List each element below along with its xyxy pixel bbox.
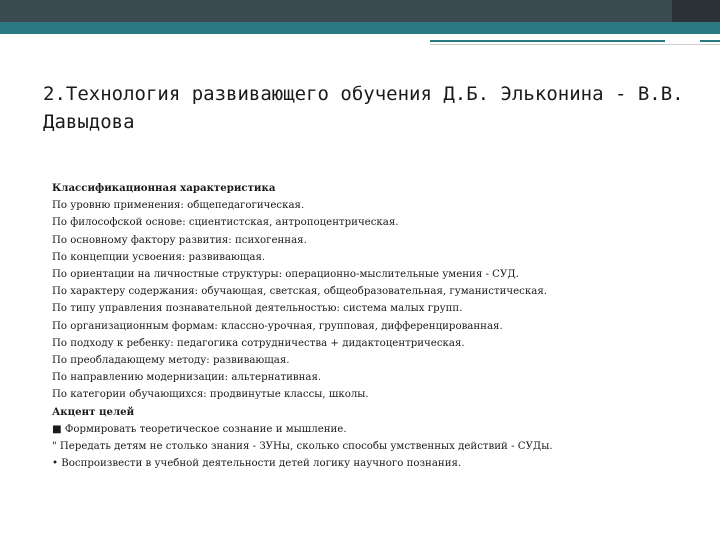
classification-line: По преобладающему методу: развивающая. (52, 355, 290, 367)
slide-title: 2.Технология развивающего обучения Д.Б. Эльконина - В.В. Давыдова (43, 83, 684, 133)
goal-line: ■ Формировать теоретическое сознание и мышление. (52, 423, 347, 435)
classification-line: По уровню применения: общепедагогическая. (52, 200, 305, 212)
classification-line: По типу управления познавательной деятельностью: система малых групп. (52, 303, 463, 315)
goal-line: " Передать детям не столько знания - ЗУНы, сколько способы умственных действий - СУДы. (52, 441, 553, 453)
slide-content (52, 180, 692, 472)
classification-line: По концепции усвоения: развивающая. (52, 251, 266, 263)
header-teal-rule (0, 22, 720, 34)
classification-line: По характеру содержания: обучающая, светская, общеобразовательная, гуманистическая. (52, 286, 547, 298)
classification-list (52, 197, 692, 403)
classification-heading: Классификационная характеристика (52, 182, 276, 194)
goal-line: • Воспроизвести в учебной деятельности детей логику научного познания. (52, 458, 462, 470)
goals-heading: Акцент целей (52, 405, 135, 418)
header-gray-rule (430, 44, 720, 45)
classification-line: По направлению модернизации: альтернативная. (52, 372, 322, 384)
classification-line: По ориентации на личностные структуры: операционно-мыслительные умения - СУД. (52, 269, 519, 281)
header-band (0, 0, 720, 22)
header-thin-rule-short (700, 40, 720, 42)
header-thin-rule (430, 40, 665, 42)
classification-line: По основному фактору развития: психогенная. (52, 234, 307, 246)
header-accent-block (672, 0, 720, 22)
classification-line: По организационным формам: классно-урочная, групповая, дифференцированная. (52, 320, 503, 332)
goals-list (52, 421, 692, 473)
classification-line: По категории обучающихся: продвинутые классы, школы. (52, 389, 369, 401)
classification-line: По философской основе: сциентистская, антропоцентрическая. (52, 217, 399, 229)
classification-line: По подходу к ребенку: педагогика сотрудничества + дидактоцентрическая. (52, 337, 465, 349)
